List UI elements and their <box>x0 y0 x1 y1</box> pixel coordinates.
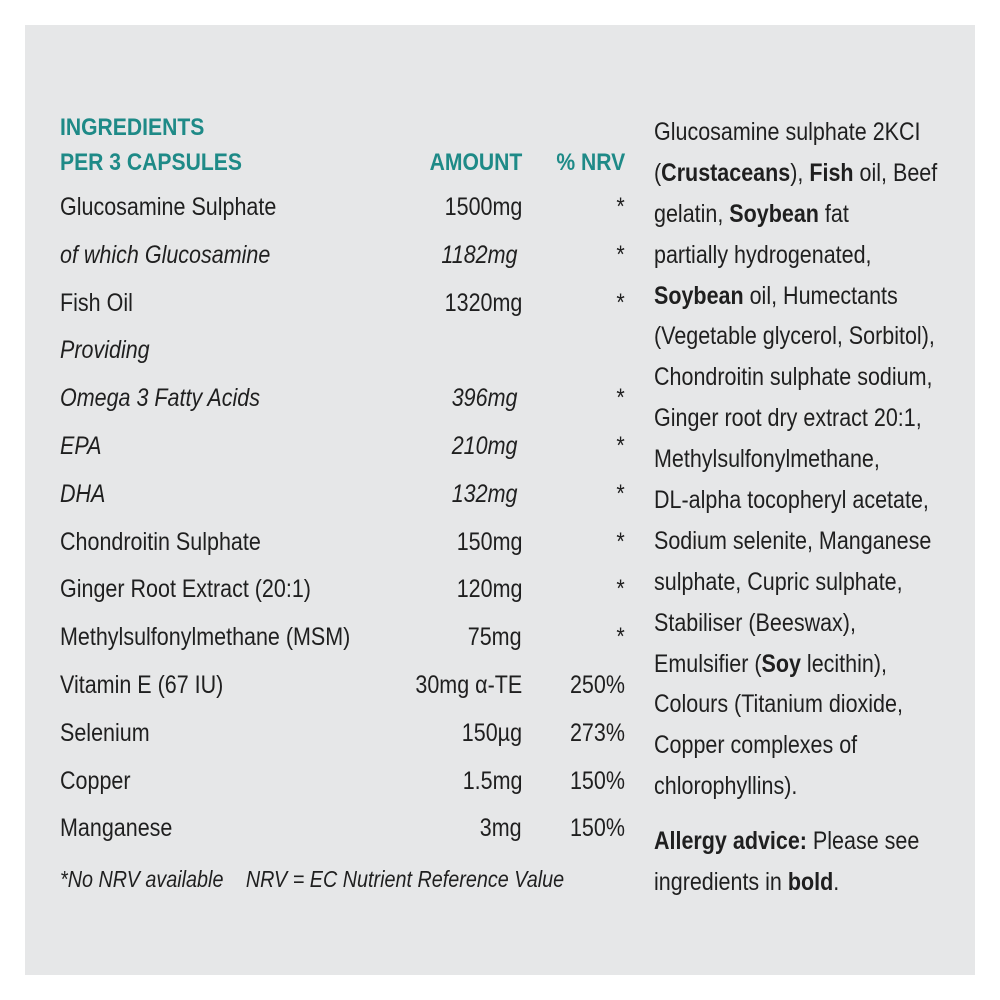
ingredient-name: of which Glucosamine <box>60 240 271 269</box>
table-row <box>60 479 625 527</box>
ingredient-nrv: 273% <box>570 718 625 747</box>
ingredient-name: DHA <box>60 479 106 508</box>
ingredient-nrv: * <box>616 384 625 413</box>
ingredients-line <box>654 480 938 521</box>
ingredients-text: oil, Humectants <box>743 281 898 310</box>
footnote-no-nrv: *No NRV available <box>60 866 224 892</box>
ingredient-name: Ginger Root Extract (20:1) <box>60 575 311 604</box>
ingredients-text: sulphate, Cupric sulphate, <box>654 567 903 596</box>
ingredient-nrv: * <box>616 575 625 604</box>
ingredient-name: Providing <box>60 336 150 365</box>
ingredients-text: Chondroitin sulphate sodium, <box>654 363 933 392</box>
ingredients-line <box>654 766 938 807</box>
bold-word: bold <box>787 868 834 897</box>
ingredient-nrv: * <box>616 479 625 508</box>
table-rows <box>60 192 625 861</box>
table-row <box>60 622 625 670</box>
ingredient-amount: 1182mg <box>440 240 517 269</box>
ingredients-line <box>654 235 938 276</box>
ingredient-nrv: 150% <box>570 814 625 843</box>
ingredient-name: Fish Oil <box>60 288 133 317</box>
table-row <box>60 574 625 622</box>
allergen-fish: Fish <box>809 158 854 187</box>
ingredients-line <box>654 276 938 317</box>
ingredients-line <box>654 725 938 766</box>
ingredients-line <box>654 398 938 439</box>
allergy-advice-label: Allergy advice: <box>654 827 807 856</box>
ingredients-text: . <box>833 868 840 897</box>
allergy-advice <box>654 821 938 862</box>
ingredients-text: Please see <box>806 827 920 856</box>
ingredients-text: DL-alpha tocopheryl acetate, <box>654 486 929 515</box>
table-row <box>60 718 625 766</box>
ingredient-name: Omega 3 Fatty Acids <box>60 384 260 413</box>
table-row <box>60 527 625 575</box>
ingredients-line <box>654 316 938 357</box>
ingredients-list <box>654 112 984 903</box>
ingredients-line <box>654 112 938 153</box>
ingredient-name: Manganese <box>60 814 173 843</box>
ingredients-text: chlorophyllins). <box>654 772 798 801</box>
ingredient-nrv: * <box>616 431 625 460</box>
ingredient-amount: 3mg <box>480 814 522 843</box>
table-header-row <box>60 145 625 180</box>
ingredients-line <box>654 603 938 644</box>
ingredient-name: Methylsulfonylmethane (MSM) <box>60 623 351 652</box>
ingredient-amount: 120mg <box>456 575 522 604</box>
ingredients-text: Stabiliser (Beeswax), <box>654 608 856 637</box>
ingredients-line <box>654 562 938 603</box>
ingredients-line <box>654 194 938 235</box>
ingredients-text: Glucosamine sulphate 2KCI <box>654 118 921 146</box>
ingredient-name: Copper <box>60 766 131 795</box>
ingredients-text: gelatin, <box>654 199 730 228</box>
ingredients-text: ingredients in <box>654 868 788 897</box>
ingredient-nrv: 150% <box>570 766 625 795</box>
ingredient-name: EPA <box>60 431 102 460</box>
allergy-advice <box>654 862 938 903</box>
ingredient-amount: 396mg <box>451 384 517 413</box>
ingredient-amount: 150µg <box>461 718 522 747</box>
ingredients-line <box>654 644 938 685</box>
ingredients-text: Copper complexes of <box>654 731 858 760</box>
table-row <box>60 192 625 240</box>
table-row <box>60 813 625 861</box>
ingredients-text: Ginger root dry extract 20:1, <box>654 404 922 433</box>
footnote-nrv-definition: NRV = EC Nutrient Reference Value <box>245 866 565 892</box>
ingredients-line <box>654 439 938 480</box>
ingredients-line <box>654 521 938 562</box>
ingredient-nrv: 250% <box>570 670 625 699</box>
table-row <box>60 670 625 718</box>
ingredient-amount: 210mg <box>451 431 517 460</box>
table-title: INGREDIENTS <box>60 114 205 141</box>
table-row <box>60 766 625 814</box>
ingredients-line <box>654 153 938 194</box>
table-row <box>60 383 625 431</box>
allergen-soy: Soy <box>761 649 801 678</box>
ingredient-name: Chondroitin Sulphate <box>60 527 261 556</box>
table-row <box>60 240 625 288</box>
table-footnote <box>60 864 564 894</box>
nutrition-table <box>60 110 625 861</box>
column-header-amount: AMOUNT <box>429 149 522 176</box>
ingredient-nrv: * <box>616 240 625 269</box>
ingredient-amount: 132mg <box>451 479 517 508</box>
ingredient-amount: 150mg <box>456 527 522 556</box>
ingredient-amount: 1500mg <box>444 193 522 221</box>
allergen-crustaceans: Crustaceans <box>661 158 791 187</box>
ingredients-text: fat <box>818 199 849 228</box>
ingredients-text: ), <box>790 158 810 187</box>
ingredient-nrv: * <box>616 623 625 652</box>
ingredient-nrv: * <box>616 288 625 317</box>
ingredient-nrv: * <box>616 527 625 556</box>
ingredients-text: (Vegetable glycerol, Sorbitol), <box>654 322 935 351</box>
ingredient-nrv: * <box>616 193 625 221</box>
allergen-soybean: Soybean <box>729 199 819 228</box>
table-row <box>60 431 625 479</box>
ingredient-amount: 30mg α-TE <box>415 670 522 699</box>
ingredients-line <box>654 357 938 398</box>
table-subtitle: PER 3 CAPSULES <box>60 149 242 176</box>
ingredients-text: Sodium selenite, Manganese <box>654 526 932 555</box>
ingredients-text: Emulsifier ( <box>654 649 762 678</box>
ingredient-name: Vitamin E (67 IU) <box>60 670 224 699</box>
ingredients-text: oil, Beef <box>853 158 938 187</box>
ingredients-text: Methylsulfonylmethane, <box>654 445 880 474</box>
table-row <box>60 288 625 336</box>
ingredients-text: lecithin), <box>800 649 887 678</box>
allergen-soybean: Soybean <box>654 281 744 310</box>
ingredients-text: ( <box>654 158 662 187</box>
ingredient-name: Selenium <box>60 718 150 747</box>
ingredient-amount: 75mg <box>468 623 522 652</box>
ingredient-name: Glucosamine Sulphate <box>60 193 277 221</box>
column-header-nrv: % NRV <box>556 149 625 176</box>
ingredients-text: Colours (Titanium dioxide, <box>654 690 903 719</box>
ingredient-amount: 1.5mg <box>462 766 522 795</box>
table-row <box>60 335 625 383</box>
ingredients-text: partially hydrogenated, <box>654 240 872 269</box>
ingredients-line <box>654 684 938 725</box>
ingredient-amount: 1320mg <box>444 288 522 317</box>
